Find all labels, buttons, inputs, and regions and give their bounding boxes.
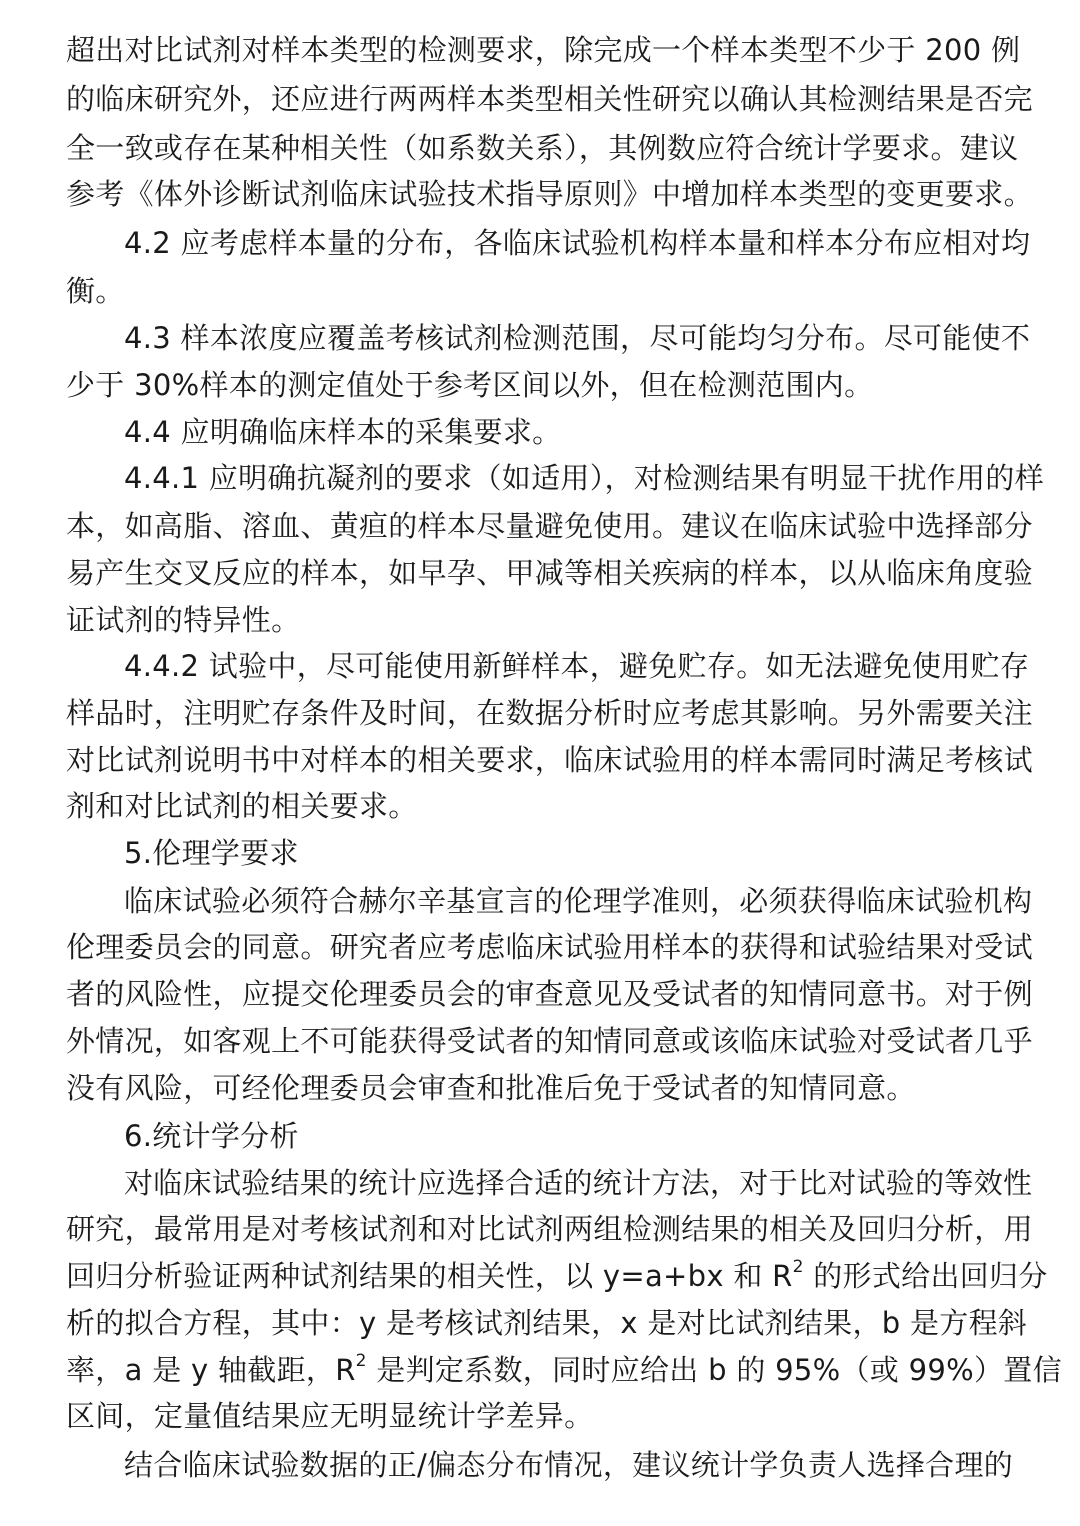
text-line: 率，a 是 y 轴截距，$R^2$ 是判定系数，同时应给出 b 的 95%（或 99%）置信 bbox=[66, 1351, 1062, 1387]
text-line: 少于 30%样本的测定值处于参考区间以外，但在检测范围内。 bbox=[66, 368, 874, 402]
text-line: 样品时，注明贮存条件及时间，在数据分析时应考虑其影响。另外需要关注 bbox=[66, 696, 1033, 730]
text-line: 证试剂的特异性。 bbox=[66, 603, 301, 637]
text-line: 的临床研究外，还应进行两两样本类型相关性研究以确认其检测结果是否完 bbox=[66, 82, 1033, 116]
text-line: 者的风险性，应提交伦理委员会的审查意见及受试者的知情同意书。对于例 bbox=[66, 977, 1033, 1011]
text-line: 结合临床试验数据的正/偏态分布情况，建议统计学负责人选择合理的 bbox=[124, 1448, 1014, 1482]
text-line: 临床试验必须符合赫尔辛基宣言的伦理学准则，必须获得临床试验机构 bbox=[124, 884, 1033, 918]
text-line: 对比试剂说明书中对样本的相关要求，临床试验用的样本需同时满足考核试 bbox=[66, 743, 1033, 777]
text-line: 4.3 样本浓度应覆盖考核试剂检测范围，尽可能均匀分布。尽可能使不 bbox=[124, 321, 1031, 355]
text-line: 参考《体外诊断试剂临床试验技术指导原则》中增加样本类型的变更要求。 bbox=[66, 177, 1033, 211]
text-line: 剂和对比试剂的相关要求。 bbox=[66, 789, 418, 823]
text-line: 衡。 bbox=[66, 274, 125, 308]
section-heading: 6.统计学分析 bbox=[124, 1119, 299, 1153]
text-line: 本，如高脂、溶血、黄疸的样本尽量避免使用。建议在临床试验中选择部分 bbox=[66, 509, 1033, 543]
text-line: 4.4.2 试验中，尽可能使用新鲜样本，避免贮存。如无法避免使用贮存 bbox=[124, 649, 1030, 683]
section-heading: 5.伦理学要求 bbox=[124, 836, 299, 870]
text-line: 回归分析验证两种试剂结果的相关性，以 y=a+bx 和 $R^2$ 的形式给出回归分 bbox=[66, 1257, 1048, 1293]
text-line: 外情况，如客观上不可能获得受试者的知情同意或该临床试验对受试者几乎 bbox=[66, 1024, 1033, 1058]
text-line: 4.2 应考虑样本量的分布，各临床试验机构样本量和样本分布应相对均 bbox=[124, 226, 1031, 260]
text-line: 区间，定量值结果应无明显统计学差异。 bbox=[66, 1399, 594, 1433]
text-line: 析的拟合方程，其中：y 是考核试剂结果，x 是对比试剂结果，b 是方程斜 bbox=[66, 1306, 1028, 1340]
text-line: 伦理委员会的同意。研究者应考虑临床试验用样本的获得和试验结果对受试 bbox=[66, 930, 1033, 964]
text-line: 全一致或存在某种相关性（如系数关系），其例数应符合统计学要求。建议 bbox=[66, 131, 1019, 165]
text-line: 易产生交叉反应的样本，如早孕、甲减等相关疾病的样本，以从临床角度验 bbox=[66, 556, 1033, 590]
text-line: 研究，最常用是对考核试剂和对比试剂两组检测结果的相关及回归分析，用 bbox=[66, 1212, 1033, 1246]
text-line: 对临床试验结果的统计应选择合适的统计方法，对于比对试验的等效性 bbox=[124, 1166, 1033, 1200]
text-line: 超出对比试剂对样本类型的检测要求，除完成一个样本类型不少于 200 例 bbox=[66, 33, 1021, 67]
text-line: 4.4.1 应明确抗凝剂的要求（如适用），对检测结果有明显干扰作用的样 bbox=[124, 461, 1045, 495]
text-line: 没有风险，可经伦理委员会审查和批准后免于受试者的知情同意。 bbox=[66, 1071, 916, 1105]
text-line: 4.4 应明确临床样本的采集要求。 bbox=[124, 415, 562, 449]
